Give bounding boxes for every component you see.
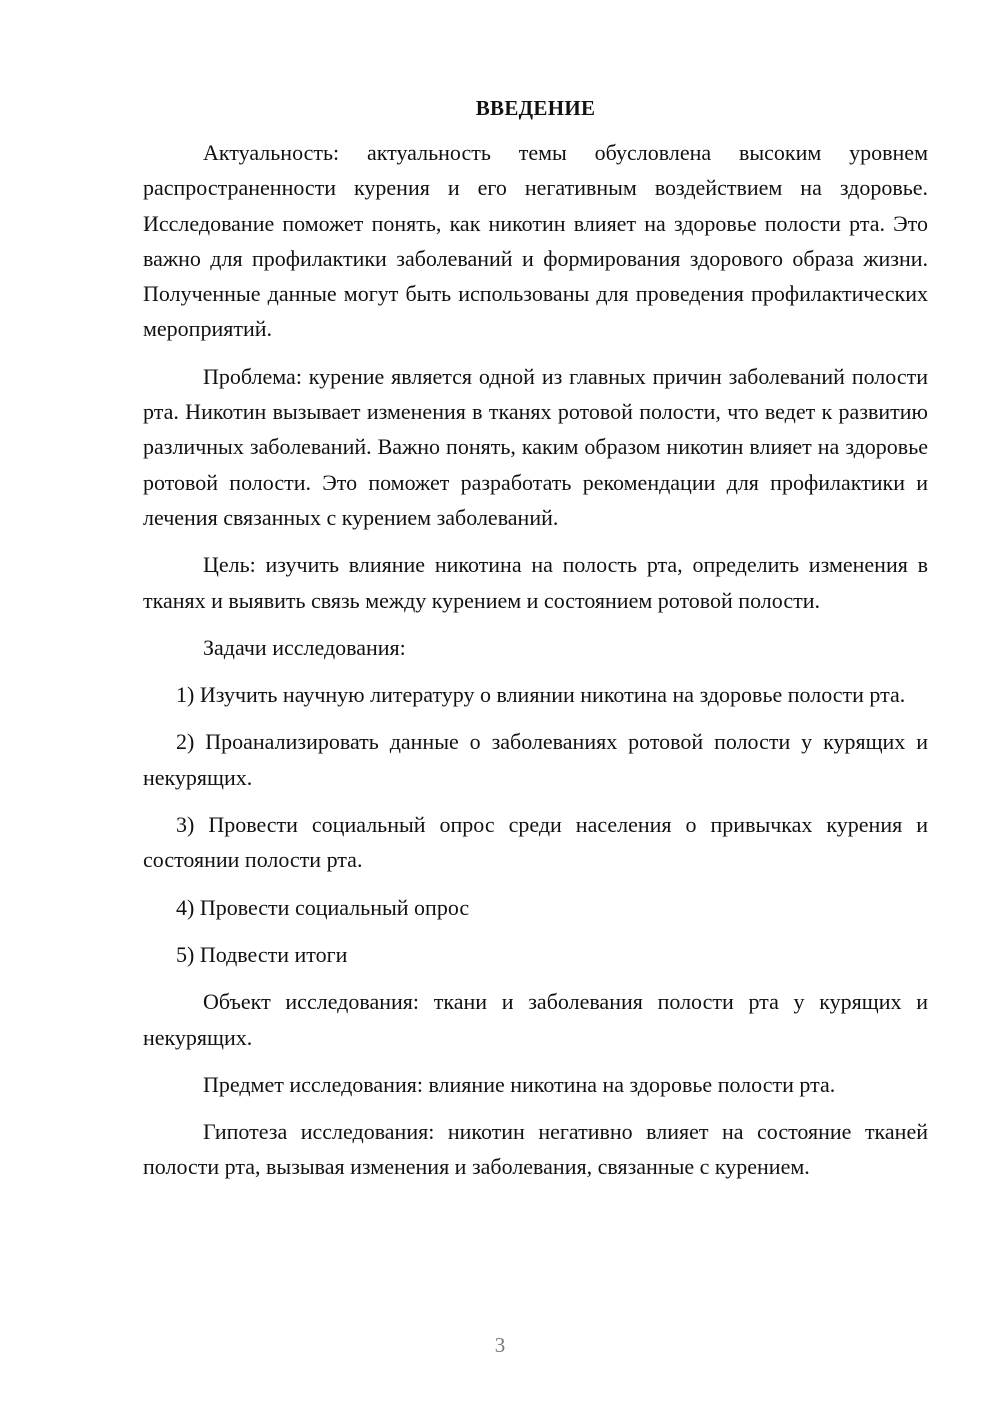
object-paragraph: Объект исследования: ткани и заболевания полости рта у курящих и некурящих. [143, 989, 928, 1050]
page-number: 3 [494, 1333, 506, 1357]
task-item-2: 2) Проанализировать данные о заболеваниях ротовой полости у курящих и некурящих. [143, 729, 928, 790]
page-content [143, 96, 928, 1197]
task-item-3: 3) Провести социальный опрос среди населения о привычках курения и состоянии полости рта. [143, 812, 928, 873]
task-item-4: 4) Провести социальный опрос [176, 894, 470, 920]
problem-paragraph: Проблема: курение является одной из главных причин заболеваний полости рта. Никотин вызывает изменения в тканях ротовой полости, что ведет к развитию различных заболеваний. Важно понять, каким образом никотин влияет на здоровье ротовой полости. Это поможет разработать рекомендации для профилактики и лечения связанных с курением заболеваний. [143, 363, 928, 530]
hypothesis-paragraph: Гипотеза исследования: никотин негативно влияет на состояние тканей полости рта, вызывая изменения и заболевания, связанные с курением. [143, 1119, 928, 1180]
subject-paragraph: Предмет исследования: влияние никотина на здоровье полости рта. [203, 1071, 836, 1097]
page-title: ВВЕДЕНИЕ [475, 96, 596, 120]
goal-paragraph: Цель: изучить влияние никотина на полость рта, определить изменения в тканях и выявить связь между курением и состоянием ротовой полости. [143, 552, 928, 613]
relevance-paragraph: Актуальность: актуальность темы обусловлена высоким уровнем распространенности курения и его негативным воздействием на здоровье. Исследование поможет понять, как никотин влияет на здоровье полости рта. Это важно для профилактики заболеваний и формирования здорового образа жизни. Полученные данные могут быть использованы для проведения профилактических мероприятий. [143, 140, 928, 342]
task-item-5: 5) Подвести итоги [176, 941, 348, 967]
tasks-heading: Задачи исследования: [203, 634, 406, 660]
task-item-1: 1) Изучить научную литературу о влиянии никотина на здоровье полости рта. [176, 682, 906, 708]
